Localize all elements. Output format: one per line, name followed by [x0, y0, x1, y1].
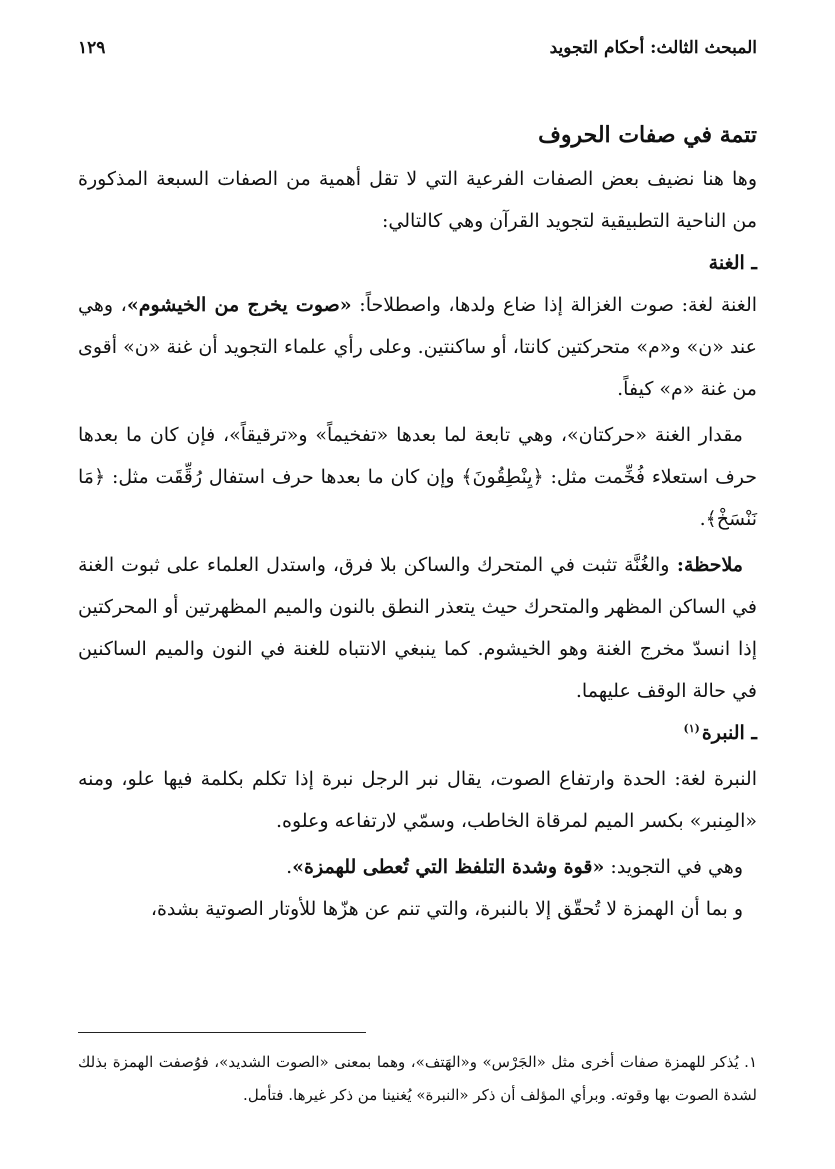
- nabra-tajweed-end: .: [286, 856, 293, 878]
- ghunna-definition-rest: ، وهي عند «ن» و«م» متحركتين كانتا، أو ساكنتين. وعلى رأي علماء التجويد أن غنة «ن» أقوى من غنة «م» كيفاً.: [78, 294, 757, 400]
- footnote-divider: [78, 1032, 366, 1033]
- ghunna-definition: [78, 284, 757, 410]
- ghunna-definition-term: «صوت يخرج من الخيشوم»: [126, 294, 352, 316]
- footnote: ١. يُذكر للهمزة صفات أخرى مثل «الجَرْس» و«الهَتف»، وهما بمعنى «الصوت الشديد»، فوُصفت الهمزة بذلك لشدة الصوت بها وقوته. وبرأي المؤلف أن ذكر «النبرة» يُغنينا من ذكر غيرها. فتأمل.: [78, 1053, 757, 1104]
- ghunna-heading: ـ الغنة: [708, 252, 757, 274]
- nabra-tajweed-lead: وهي في التجويد:: [604, 856, 743, 878]
- ghunna-amount: مقدار الغنة «حركتان»، وهي تابعة لما بعدها «تفخيماً» و«ترقيقاً»، فإن كان ما بعدها حرف استعلاء فُخِّمت مثل: ﴿يِنْطِقُونَ﴾ وإن كان ما بعدها حرف استفال رُقِّقَت مثل: ﴿مَا نَنْسَخْ﴾.: [78, 424, 757, 530]
- ghunna-note: [78, 544, 757, 712]
- nabra-last-line: و بما أن الهمزة لا تُحقّق إلا بالنبرة، والتي تنم عن هزّها للأوتار الصوتية بشدة،: [150, 898, 743, 920]
- body-text: [78, 112, 757, 930]
- nabra-heading-text: ـ النبرة: [701, 722, 757, 744]
- note-text: والغُنَّة تثبت في المتحرك والساكن بلا فرق، واستدل العلماء على ثبوت الغنة في الساكن المظهر والمتحرك حيث يتعذر النطق بالنون والميم المظهرتين أو المحركتين إذا انسدّ مخرج الغنة وهو الخيشوم. كما ينبغي الانتباه للغنة في النون والميم الساكنين في حالة الوقف عليهما.: [78, 554, 757, 702]
- note-label: ملاحظة:: [669, 554, 743, 576]
- nabra-heading: [78, 712, 757, 754]
- page-header: [78, 38, 757, 68]
- nabra-tajweed-term: «قوة وشدة التلفظ التي تُعطى للهمزة»: [292, 856, 605, 878]
- nabra-definition: النبرة لغة: الحدة وارتفاع الصوت، يقال نبر الرجل نبرة إذا تكلم بكلمة فيها علو، ومنه «المِنبر» بكسر الميم لمرقاة الخاطب، وسمّي لارتفاعه وعلوه.: [78, 768, 757, 832]
- running-title: المبحث الثالث: أحكام التجويد: [549, 38, 757, 58]
- nabra-tajweed: [78, 846, 757, 888]
- section-title: تتمة في صفات الحروف: [538, 122, 757, 148]
- footnote-ref: (١): [683, 721, 700, 735]
- page-number: ١٢٩: [78, 38, 106, 58]
- ghunna-definition-lead: الغنة لغة: صوت الغزالة إذا ضاع ولدها، واصطلاحاً:: [351, 294, 758, 316]
- intro-paragraph: وها هنا نضيف بعض الصفات الفرعية التي لا تقل أهمية من الصفات السبعة المذكورة من الناحية التطبيقية لتجويد القرآن وهي كالتالي:: [78, 168, 757, 232]
